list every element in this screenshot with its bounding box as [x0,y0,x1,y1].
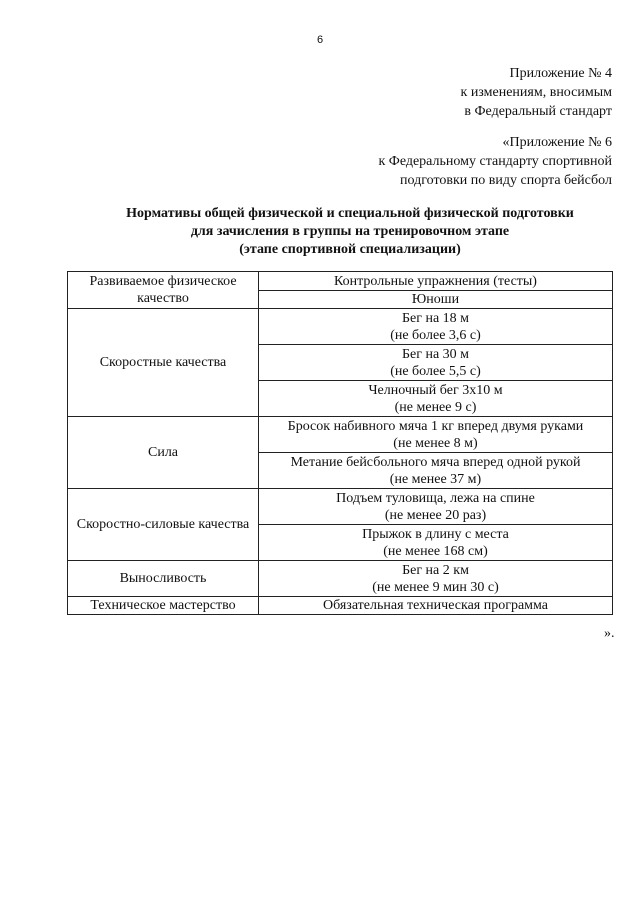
norms-table [67,271,613,615]
test-cell [259,309,613,345]
test-norm: (не менее 168 см) [383,543,488,559]
test-norm: (не более 3,6 с) [390,327,481,343]
test-norm: (не менее 20 раз) [384,507,487,523]
title-line-1: Нормативы общей физической и специальной физической подготовки [126,206,574,221]
header-group-cell: Юноши [259,291,613,309]
appendix-6-line-3: подготовки по виду спорта бейсбол [400,173,612,188]
test-name: Бег на 18 м [401,310,470,326]
quality-cell: Скоростно-силовые качества [68,489,259,561]
appendix-6-line-1: «Приложение № 6 [502,135,612,150]
test-name: Бег на 30 м [401,346,470,362]
test-cell [259,381,613,417]
document-title [60,205,640,259]
test-norm: (не менее 8 м) [393,435,478,451]
test-cell [259,525,613,561]
appendix-4-line-3: в Федеральный стандарт [464,104,612,119]
test-name: Бросок набивного мяча 1 кг вперед двумя руками [287,418,584,434]
header-quality-line-2: качество [137,291,189,306]
quality-cell: Выносливость [68,561,259,597]
table-row [68,417,613,453]
test-cell [259,345,613,381]
test-cell [259,489,613,525]
appendix-4-line-2: к изменениям, вносимым [460,85,612,100]
page-number: 6 [316,34,324,46]
test-name: Челночный бег 3х10 м [368,382,503,398]
header-quality-cell [68,272,259,309]
header-tests-cell: Контрольные упражнения (тесты) [259,272,613,291]
test-cell: Обязательная техническая программа [259,597,613,615]
title-line-2: для зачисления в группы на тренировочном этапе [190,224,510,239]
test-name: Бег на 2 км [402,562,469,578]
quality-cell: Техническое мастерство [68,597,259,615]
appendix-4-line-1: Приложение № 4 [509,66,612,81]
test-cell [259,561,613,597]
test-name: Прыжок в длину с места [362,526,509,542]
table-row [68,489,613,525]
table-row [68,561,613,597]
appendix-4-header [461,64,612,121]
test-norm: (не более 5,5 с) [390,363,481,379]
quality-cell: Скоростные качества [68,309,259,417]
test-name: Подъем туловища, лежа на спине [336,490,535,506]
test-cell [259,417,613,453]
closing-quote-mark: ». [604,626,615,641]
appendix-6-header [378,133,612,190]
test-norm: (не менее 37 м) [389,471,482,487]
table-header-row [68,272,613,291]
table-row [68,309,613,345]
test-name: Метание бейсбольного мяча вперед одной рукой [290,454,581,470]
title-line-3: (этапе спортивной специализации) [239,242,461,257]
quality-cell: Сила [68,417,259,489]
test-cell [259,453,613,489]
header-quality-line-1: Развиваемое физическое [89,274,237,289]
appendix-6-line-2: к Федеральному стандарту спортивной [378,154,612,169]
table-row [68,597,613,615]
test-norm: (не менее 9 с) [394,399,477,415]
test-norm: (не менее 9 мин 30 с) [372,579,499,595]
